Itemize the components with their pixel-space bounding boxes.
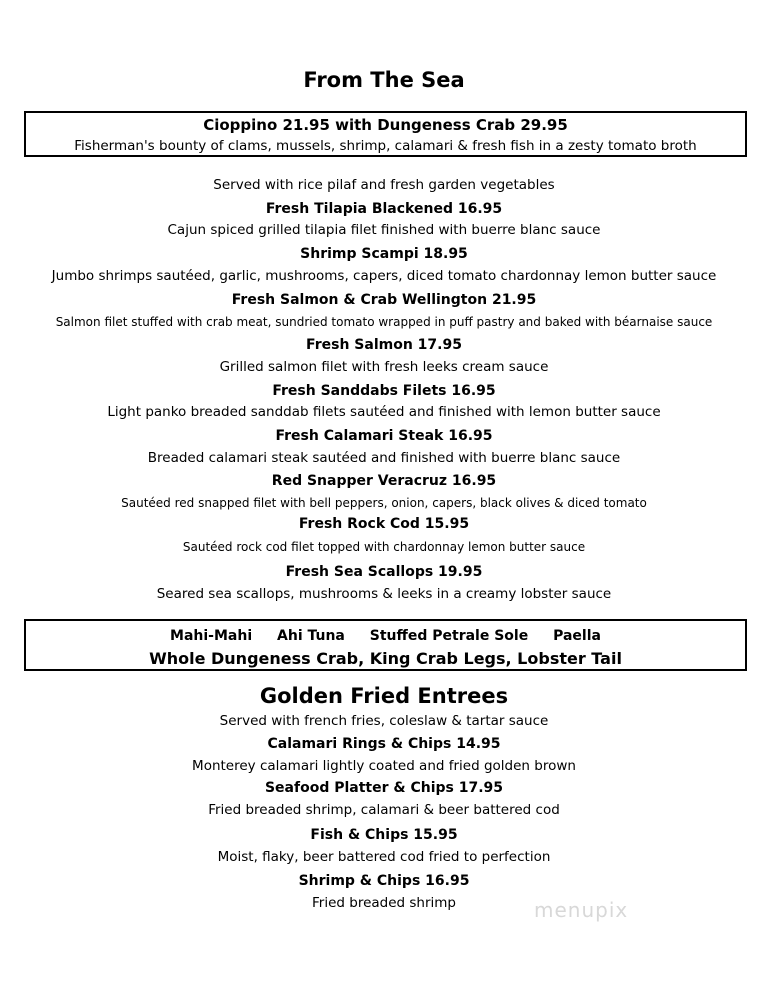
menu-item-description: Monterey calamari lightly coated and fried golden brown xyxy=(192,758,576,774)
cioppino-title: Cioppino 21.95 with Dungeness Crab 29.95 xyxy=(203,116,568,134)
menu-item-description: Grilled salmon filet with fresh leeks cream sauce xyxy=(219,359,549,375)
specials-box xyxy=(24,619,747,671)
menu-item-name: Fresh Calamari Steak 16.95 xyxy=(275,428,493,444)
menu-item-name: Shrimp Scampi 18.95 xyxy=(300,246,468,262)
special-item: Mahi-Mahi xyxy=(170,628,253,644)
menu-item-name: Red Snapper Veracruz 16.95 xyxy=(271,473,497,489)
special-item: Stuffed Petrale Sole xyxy=(369,628,529,644)
fried-served-with: Served with french fries, coleslaw & tartar sauce xyxy=(219,713,549,729)
section-title-from-the-sea: From The Sea xyxy=(303,68,465,92)
menu-item-description: Sautéed red snapped filet with bell peppers, onion, capers, black olives & diced tomato xyxy=(121,496,647,510)
menu-item-description: Moist, flaky, beer battered cod fried to perfection xyxy=(217,849,551,865)
cioppino-box xyxy=(24,111,747,157)
special-item: Paella xyxy=(553,628,601,644)
menu-item-description: Breaded calamari steak sautéed and finished with buerre blanc sauce xyxy=(147,450,621,466)
menu-item-description: Light panko breaded sanddab filets sautéed and finished with lemon butter sauce xyxy=(107,404,661,420)
menu-item-name: Seafood Platter & Chips 17.95 xyxy=(264,780,504,796)
menu-item-name: Shrimp & Chips 16.95 xyxy=(298,873,470,889)
menu-item-name: Fish & Chips 15.95 xyxy=(310,827,458,843)
section-title-golden-fried-entrees: Golden Fried Entrees xyxy=(259,684,509,708)
specials-row-1 xyxy=(26,628,745,644)
menu-item-description: Fried breaded shrimp, calamari & beer battered cod xyxy=(208,802,560,818)
menu-item-name: Fresh Salmon 17.95 xyxy=(306,337,462,353)
menu-item-name: Fresh Salmon & Crab Wellington 21.95 xyxy=(231,292,537,308)
menu-item-description: Seared sea scallops, mushrooms & leeks in a creamy lobster sauce xyxy=(156,586,612,602)
menu-item-description: Cajun spiced grilled tilapia filet finished with buerre blanc sauce xyxy=(167,222,601,238)
menu-item-description: Fried breaded shrimp xyxy=(312,895,456,911)
menu-item-name: Calamari Rings & Chips 14.95 xyxy=(267,736,501,752)
menu-item-name: Fresh Rock Cod 15.95 xyxy=(298,516,470,532)
menu-item-description: Sautéed rock cod filet topped with chardonnay lemon butter sauce xyxy=(182,540,586,554)
cioppino-description: Fisherman's bounty of clams, mussels, shrimp, calamari & fresh fish in a zesty tomato broth xyxy=(74,138,697,154)
sea-served-with: Served with rice pilaf and fresh garden vegetables xyxy=(213,177,555,193)
menu-item-description: Jumbo shrimps sautéed, garlic, mushrooms, capers, diced tomato chardonnay lemon butter sauce xyxy=(51,268,717,284)
special-item: Ahi Tuna xyxy=(277,628,345,644)
menu-item-description: Salmon filet stuffed with crab meat, sundried tomato wrapped in puff pastry and baked with béarnaise sauce xyxy=(55,315,713,329)
menu-item-name: Fresh Sea Scallops 19.95 xyxy=(285,564,483,580)
menu-item-name: Fresh Tilapia Blackened 16.95 xyxy=(265,201,503,217)
specials-row-2: Whole Dungeness Crab, King Crab Legs, Lobster Tail xyxy=(149,649,622,668)
menupix-watermark: menupix xyxy=(534,898,629,922)
menu-item-name: Fresh Sanddabs Filets 16.95 xyxy=(272,383,496,399)
